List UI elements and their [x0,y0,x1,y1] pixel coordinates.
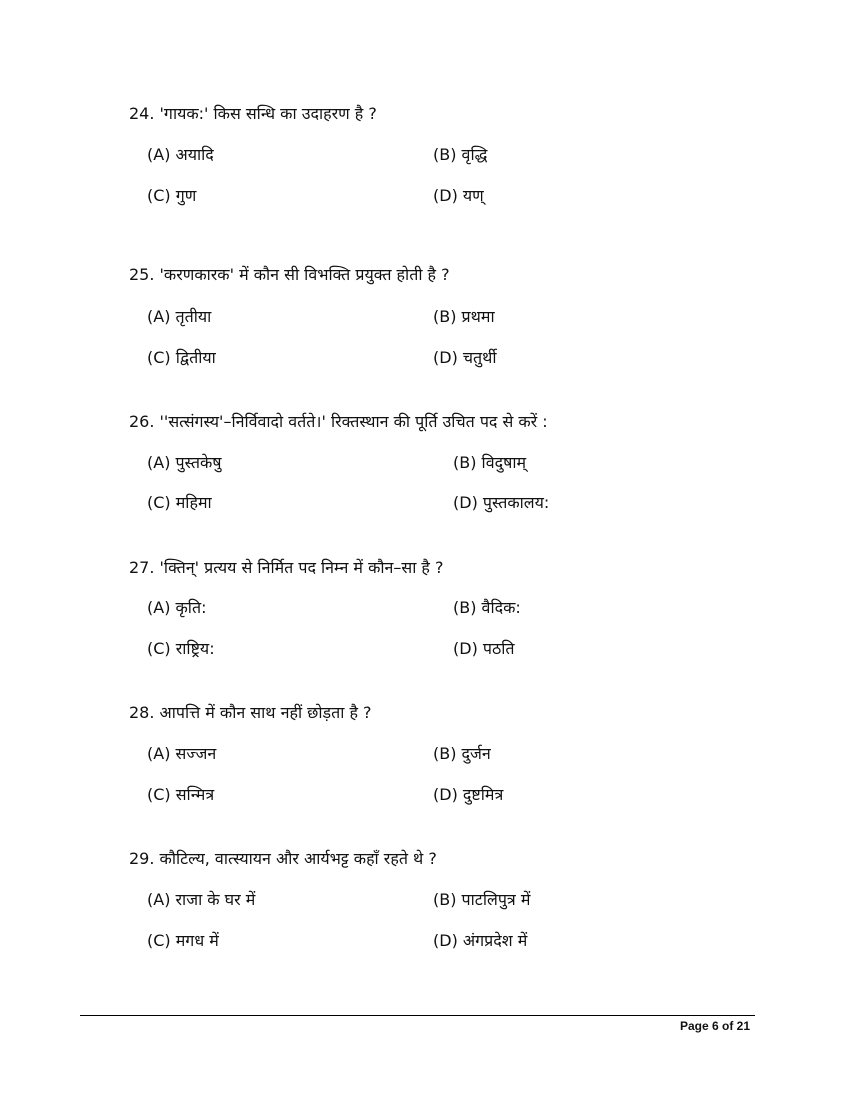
option-a: (A) अयादि [147,145,214,164]
option-a: (A) राजा के घर में [147,890,256,909]
option-c: (C) द्वितीया [147,348,216,367]
question-29 [129,848,769,870]
option-a: (A) सज्जन [147,744,217,763]
option-b: (B) प्रथमा [433,307,495,326]
question-27 [129,557,769,579]
option-c: (C) गुण [147,186,197,205]
option-b: (B) वैदिक: [453,598,521,617]
option-a: (A) तृतीया [147,307,212,326]
option-a: (A) कृति: [147,598,207,617]
question-text: 29. कौटिल्य, वात्स्यायन और आर्यभट्ट कहाँ रहते थे ? [129,849,437,868]
option-a: (A) पुस्तकेषु [147,453,222,472]
option-c: (C) महिमा [147,493,212,512]
option-d: (D) अंगप्रदेश में [433,931,528,950]
option-d: (D) पुस्तकालय: [453,493,550,512]
option-d: (D) दुष्टमित्र [433,785,504,804]
question-text: 27. 'क्तिन्' प्रत्यय से निर्मित पद निम्न में कौन–सा है ? [129,558,444,577]
option-c: (C) सन्मित्र [147,785,215,804]
option-d: (D) पठति [453,639,515,658]
question-text: 26. ''सत्संगस्य'–निर्विवादो वर्तते।' रिक्तस्थान की पूर्ति उचित पद से करें : [129,412,548,431]
question-text: 25. 'करणकारक' में कौन सी विभक्ति प्रयुक्त होती है ? [129,265,450,284]
option-c: (C) मगध में [147,931,219,950]
question-text: 24. 'गायक:' किस सन्धि का उदाहरण है ? [129,104,377,123]
option-b: (B) विदुषाम् [453,453,527,472]
option-b: (B) वृद्धि [433,145,488,164]
question-28 [129,702,769,724]
option-d: (D) चतुर्थी [433,348,497,367]
option-b: (B) पाटलिपुत्र में [433,890,531,909]
question-24 [129,103,769,125]
page-number: Page 6 of 21 [679,1019,750,1033]
option-b: (B) दुर्जन [433,744,491,763]
option-d: (D) यण् [433,186,484,205]
option-c: (C) राष्ट्रिय: [147,639,215,658]
question-text: 28. आपत्ति में कौन साथ नहीं छोड़ता है ? [129,703,372,722]
question-26 [129,411,769,433]
question-25 [129,264,769,286]
footer-divider [80,1015,755,1016]
